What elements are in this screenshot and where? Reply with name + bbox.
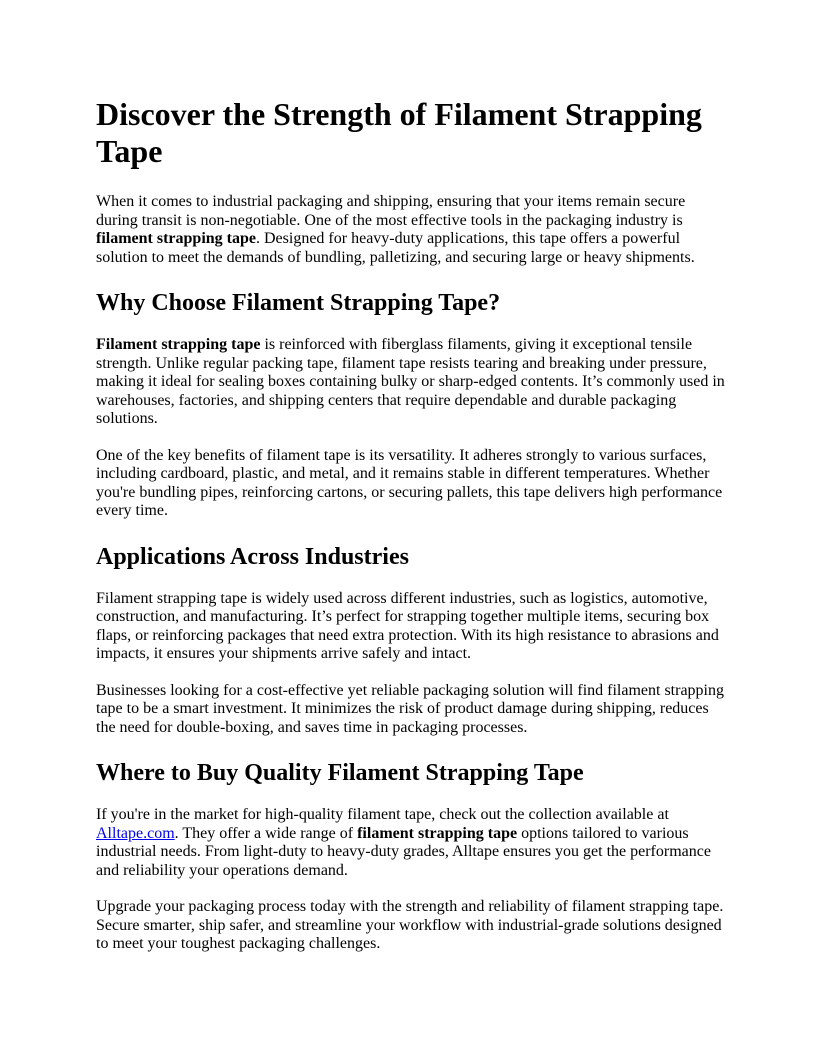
applications-paragraph-2: Businesses looking for a cost-effective yet reliable packaging solution will find filament strapping tape to be a smart investment. It minimizes the risk of product damage during shipping, reduces the need for double-boxing, and saves time in packaging processes. xyxy=(96,681,724,736)
section-heading-where-to-buy: Where to Buy Quality Filament Strapping Tape xyxy=(96,760,584,786)
intro-text-end: . Designed for heavy-duty applications, this tape offers a powerful solution to meet the demands of bundling, palletizing, and securing large or heavy shipments. xyxy=(96,230,695,266)
why-choose-paragraph-2: One of the key benefits of filament tape is its versatility. It adheres strongly to various surfaces, including cardboard, plastic, and metal, and it remains stable in different temperatures. Whether you're bundling pipes, reinforcing cartons, or securing pallets, this tape delivers high performance every time. xyxy=(96,446,723,519)
section-heading-applications: Applications Across Industries xyxy=(96,543,409,570)
where-to-buy-text-start: If you're in the market for high-quality filament tape, check out the collection available at xyxy=(96,806,669,823)
where-to-buy-paragraph-1 xyxy=(96,806,726,880)
intro-bold-term: filament strapping tape xyxy=(96,230,256,247)
where-to-buy-paragraph-2: Upgrade your packaging process today with the strength and reliability of filament strapping tape. Secure smarter, ship safer, and streamline your workflow with industrial-grade solutions designed to meet your toughest packaging challenges. xyxy=(96,898,724,952)
where-to-buy-text-middle: . They offer a wide range of xyxy=(174,824,358,842)
applications-paragraph-1: Filament strapping tape is widely used across different industries, such as logistics, automotive, construction, and manufacturing. It’s perfect for strapping together multiple items, securing box flaps, or reinforcing packages that need extra protection. With its high resistance to abrasions and impacts, it ensures your shipments arrive safely and intact. xyxy=(96,589,719,662)
intro-paragraph xyxy=(96,193,726,267)
where-to-buy-text-end: options tailored to various industrial needs. From light-duty to heavy-duty grades, Alltape ensures you get the performance and reliability your operations demand. xyxy=(96,824,711,879)
why-choose-text: is reinforced with fiberglass filaments, giving it exceptional tensile strength. Unlike regular packing tape, filament tape resists tearing and breaking under pressure, making it ideal for sealing boxes containing bulky or sharp-edged contents. It’s commonly used in warehouses, factories, and shipping centers that require dependable and durable packaging solutions. xyxy=(96,336,725,427)
alltape-link[interactable]: Alltape.com xyxy=(96,824,175,842)
section-heading-why-choose: Why Choose Filament Strapping Tape? xyxy=(96,290,501,316)
page-title: Discover the Strength of Filament Strapping Tape xyxy=(96,96,702,169)
intro-text-start: When it comes to industrial packaging and shipping, ensuring that your items remain secure during transit is non-negotiable. One of the most effective tools in the packaging industry is xyxy=(96,193,686,229)
document-page xyxy=(96,96,726,972)
why-choose-paragraph-1 xyxy=(96,336,726,429)
why-choose-bold-term: Filament strapping tape xyxy=(96,336,261,353)
where-to-buy-bold-term: filament strapping tape xyxy=(357,824,518,842)
